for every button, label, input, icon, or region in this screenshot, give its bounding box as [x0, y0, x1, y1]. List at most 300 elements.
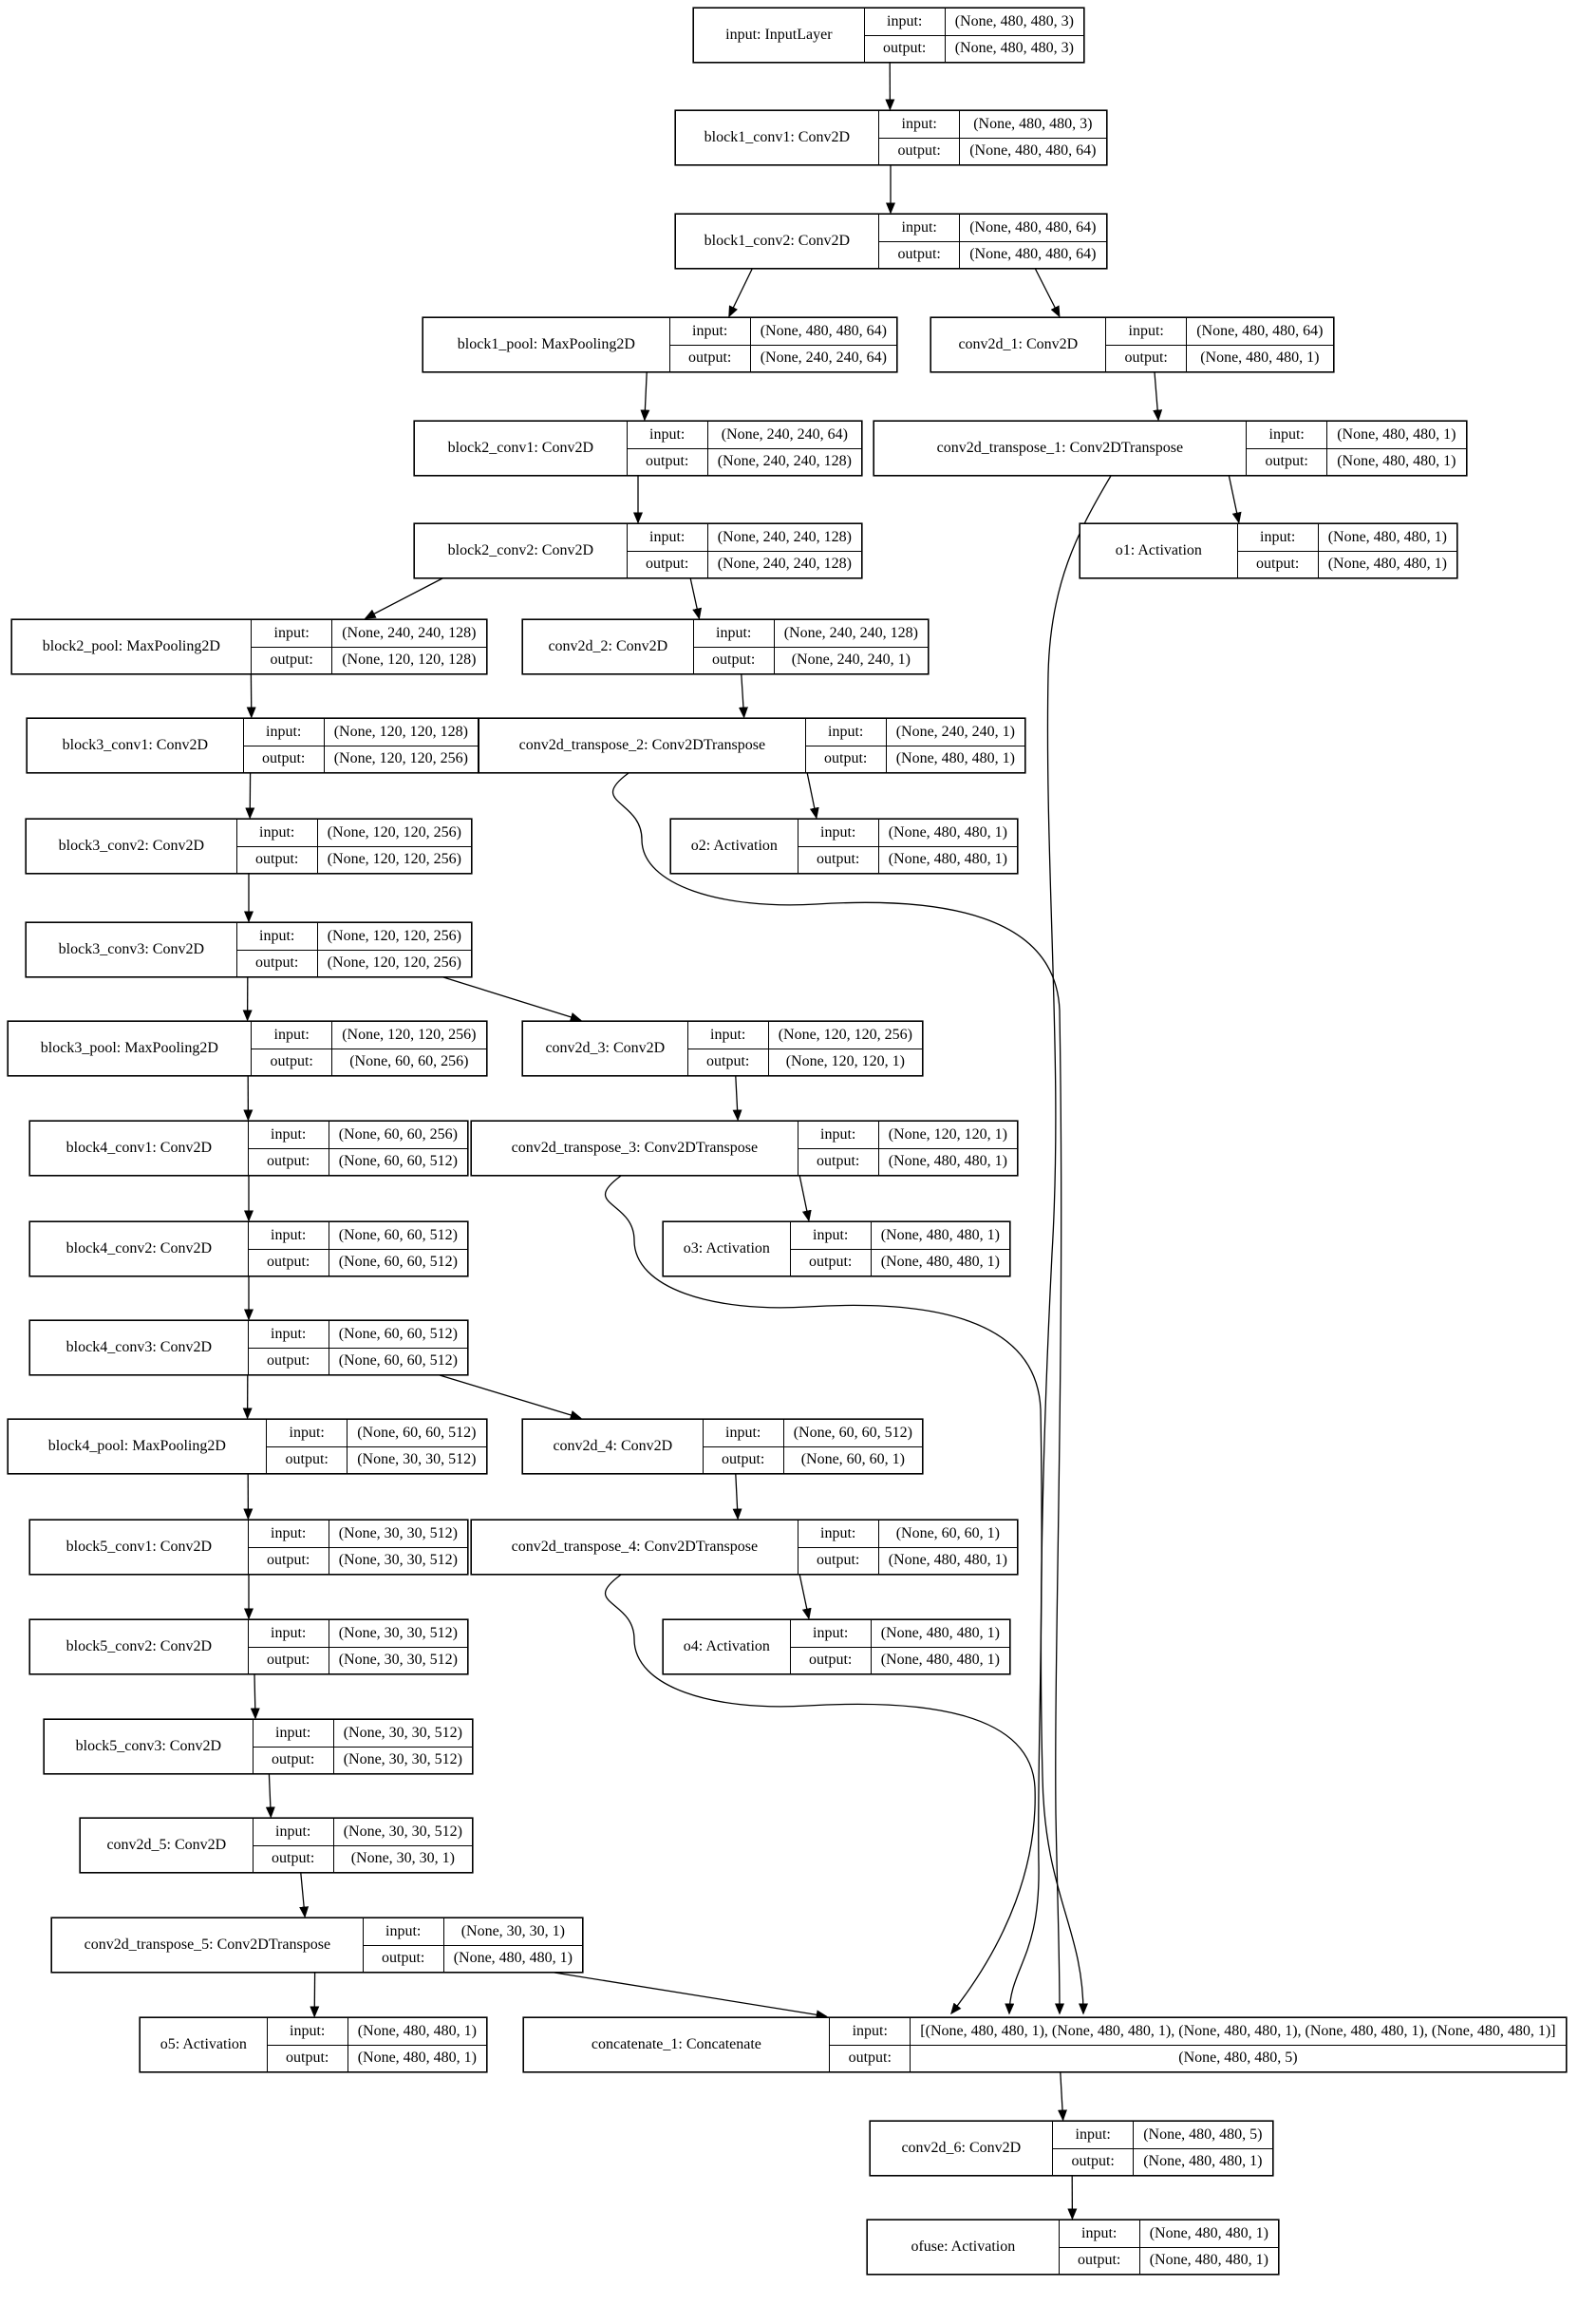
edge-conv2d_transpose_3-concatenate_1: [606, 1176, 1043, 2013]
output-shape: (None, 60, 60, 512): [338, 1352, 458, 1370]
output-key: output:: [688, 1049, 769, 1076]
layer-name-label: block3_pool: MaxPooling2D: [9, 1022, 253, 1075]
output-shape: (None, 480, 480, 1): [1149, 2252, 1268, 2269]
output-row: [704, 1446, 922, 1474]
output-key: output:: [670, 346, 751, 372]
input-shape: (None, 60, 60, 512): [793, 1424, 912, 1441]
input-row: [267, 1420, 485, 1446]
layer-shape-table: [670, 318, 896, 371]
input-shape: (None, 240, 240, 64): [721, 425, 848, 443]
layer-name-label: ofuse: Activation: [868, 2220, 1060, 2274]
node-o3: [663, 1221, 1010, 1276]
input-key: input:: [252, 1022, 332, 1049]
output-shape: (None, 240, 240, 1): [791, 652, 911, 669]
node-conv2d_2: [522, 619, 929, 674]
output-key: output:: [628, 552, 708, 578]
layer-shape-table: [791, 1222, 1009, 1275]
output-key: output:: [1247, 449, 1327, 476]
edge-conv2d_transpose_2-o2: [807, 773, 817, 818]
input-row: [879, 111, 1105, 138]
layer-name-label: o3: Activation: [664, 1222, 791, 1275]
input-key: input:: [865, 9, 946, 35]
input-shape: (None, 30, 30, 512): [338, 1524, 458, 1541]
output-row: [252, 647, 485, 674]
output-key: output:: [1060, 2248, 1140, 2275]
output-shape: (None, 480, 480, 5): [1178, 2050, 1298, 2067]
output-shape: (None, 30, 30, 512): [357, 1451, 477, 1468]
input-shape: (None, 480, 480, 1): [1149, 2224, 1268, 2241]
output-row: [1053, 2148, 1271, 2176]
output-shape: (None, 120, 120, 256): [327, 954, 461, 972]
layer-name-label: o4: Activation: [664, 1620, 791, 1673]
layer-shape-table: [254, 1720, 472, 1773]
layer-shape-table: [628, 422, 861, 475]
output-shape: (None, 120, 120, 256): [327, 851, 461, 868]
input-row: [628, 422, 861, 448]
input-key: input:: [268, 2018, 348, 2045]
output-key: output:: [798, 1149, 879, 1176]
input-shape: (None, 60, 60, 512): [338, 1325, 458, 1342]
layer-name-label: block1_conv2: Conv2D: [676, 215, 880, 268]
layer-shape-table: [1247, 422, 1465, 475]
output-row: [252, 1049, 485, 1076]
output-key: output:: [798, 1548, 879, 1575]
output-row: [1106, 345, 1332, 372]
output-row: [798, 1547, 1017, 1575]
edge-conv2d_5-conv2d_transpose_5: [301, 1873, 305, 1917]
layer-shape-table: [830, 2018, 1565, 2071]
input-row: [1238, 524, 1456, 551]
input-key: input:: [798, 1521, 879, 1547]
output-shape: (None, 120, 120, 256): [333, 750, 468, 767]
node-concatenate_1: [523, 2017, 1567, 2072]
layer-name-label: block1_conv1: Conv2D: [676, 111, 880, 164]
input-shape: (None, 240, 240, 128): [783, 624, 918, 641]
edge-block1_pool-block2_conv1: [645, 372, 647, 420]
layer-shape-table: [879, 111, 1105, 164]
input-key: input:: [249, 1222, 329, 1249]
layer-name-label: block3_conv1: Conv2D: [28, 719, 244, 772]
output-key: output:: [364, 1946, 444, 1973]
output-key: output:: [798, 847, 879, 874]
output-shape: (None, 480, 480, 1): [895, 750, 1015, 767]
output-shape: (None, 480, 480, 1): [880, 1254, 1000, 1271]
output-shape: (None, 480, 480, 3): [954, 40, 1074, 57]
input-key: input:: [879, 215, 960, 241]
output-row: [791, 1647, 1009, 1674]
output-row: [798, 846, 1017, 874]
output-key: output:: [628, 449, 708, 476]
output-key: output:: [267, 1447, 348, 1474]
input-shape: (None, 480, 480, 1): [357, 2022, 477, 2039]
input-row: [704, 1420, 922, 1446]
input-shape: (None, 480, 480, 5): [1143, 2126, 1263, 2143]
output-shape: (None, 60, 60, 512): [338, 1254, 458, 1271]
output-key: output:: [237, 847, 318, 874]
layer-name-label: conv2d_1: Conv2D: [931, 318, 1107, 371]
output-key: output:: [252, 1049, 332, 1076]
edge-block5_conv3-conv2d_5: [269, 1774, 271, 1817]
output-row: [791, 1249, 1009, 1276]
output-row: [688, 1049, 922, 1076]
output-row: [798, 1148, 1017, 1176]
output-row: [670, 345, 896, 372]
input-key: input:: [267, 1420, 348, 1446]
input-key: input:: [806, 719, 887, 746]
layer-name-label: o5: Activation: [141, 2018, 268, 2071]
layer-name-label: block4_conv1: Conv2D: [30, 1122, 249, 1175]
input-shape: (None, 30, 30, 1): [460, 1922, 565, 1939]
node-block4_conv3: [29, 1320, 468, 1375]
input-key: input:: [628, 524, 708, 551]
layer-name-label: conv2d_5: Conv2D: [81, 1819, 254, 1872]
node-block4_conv2: [29, 1221, 468, 1276]
input-row: [364, 1918, 582, 1945]
layer-name-label: block3_conv2: Conv2D: [27, 820, 237, 873]
input-shape: (None, 240, 240, 128): [717, 528, 852, 545]
input-shape: [(None, 480, 480, 1), (None, 480, 480, 1), (None, 480, 480, 1), (None, 480, 480, 1), (None, 480, 480, 1)]: [920, 2022, 1556, 2039]
input-shape: (None, 480, 480, 1): [888, 823, 1007, 841]
output-shape: (None, 480, 480, 1): [888, 851, 1007, 868]
output-row: [865, 35, 1083, 63]
node-o4: [663, 1619, 1010, 1674]
edge-block3_conv3-conv2d_3: [443, 977, 580, 1020]
output-row: [237, 950, 471, 977]
node-conv2d_1: [930, 317, 1334, 372]
layer-shape-table: [688, 1022, 922, 1075]
output-key: output:: [694, 648, 775, 674]
input-row: [237, 923, 471, 950]
layer-shape-table: [244, 719, 478, 772]
layer-shape-table: [1053, 2122, 1271, 2175]
node-conv2d_transpose_2: [479, 718, 1025, 773]
edge-conv2d_3-conv2d_transpose_3: [736, 1076, 738, 1120]
output-shape: (None, 120, 120, 128): [342, 652, 477, 669]
output-row: [1247, 448, 1465, 476]
output-row: [249, 1148, 467, 1176]
output-shape: (None, 480, 480, 1): [1327, 556, 1447, 573]
layer-name-label: block5_conv3: Conv2D: [45, 1720, 254, 1773]
layer-shape-table: [364, 1918, 582, 1972]
input-shape: (None, 480, 480, 64): [1196, 322, 1324, 339]
input-shape: (None, 480, 480, 1): [880, 1624, 1000, 1641]
input-key: input:: [237, 820, 318, 846]
input-shape: (None, 60, 60, 512): [338, 1226, 458, 1243]
edge-conv2d_transpose_5-concatenate_1: [554, 1973, 826, 2016]
layer-shape-table: [694, 620, 928, 673]
output-row: [249, 1647, 467, 1674]
output-key: output:: [865, 36, 946, 63]
input-row: [798, 1122, 1017, 1148]
input-shape: (None, 30, 30, 512): [343, 1724, 462, 1741]
input-row: [244, 719, 478, 746]
output-shape: (None, 30, 30, 512): [338, 1552, 458, 1569]
input-key: input:: [798, 1122, 879, 1148]
input-row: [249, 1521, 467, 1547]
output-row: [806, 746, 1024, 773]
edge-block2_conv2-block2_pool: [366, 578, 442, 618]
node-block1_conv1: [675, 110, 1107, 165]
layer-name-label: conv2d_transpose_2: Conv2DTranspose: [479, 719, 806, 772]
input-row: [252, 620, 485, 647]
layer-name-label: block5_conv2: Conv2D: [30, 1620, 249, 1673]
node-o5: [140, 2017, 487, 2072]
output-row: [1060, 2247, 1278, 2275]
node-block5_conv2: [29, 1619, 468, 1674]
output-shape: (None, 60, 60, 256): [349, 1053, 469, 1070]
layer-name-label: block4_conv3: Conv2D: [30, 1321, 249, 1374]
input-row: [249, 1620, 467, 1647]
output-key: output:: [249, 1250, 329, 1276]
output-shape: (None, 30, 30, 512): [343, 1751, 462, 1768]
output-key: output:: [1053, 2149, 1134, 2176]
node-conv2d_5: [80, 1818, 473, 1873]
node-block4_conv1: [29, 1121, 468, 1176]
input-shape: (None, 480, 480, 3): [954, 12, 1074, 29]
layer-shape-table: [249, 1222, 467, 1275]
input-key: input:: [791, 1620, 872, 1647]
input-shape: (None, 480, 480, 1): [1327, 528, 1447, 545]
output-key: output:: [830, 2046, 911, 2072]
output-shape: (None, 240, 240, 128): [717, 556, 852, 573]
output-shape: (None, 60, 60, 512): [338, 1153, 458, 1170]
node-ofuse: [867, 2220, 1279, 2275]
layer-shape-table: [798, 820, 1017, 873]
input-key: input:: [694, 620, 775, 647]
edge-conv2d_transpose_2-concatenate_1: [613, 773, 1061, 2013]
output-shape: (None, 240, 240, 128): [717, 453, 852, 470]
node-block3_pool: [8, 1021, 487, 1076]
output-shape: (None, 480, 480, 64): [969, 246, 1097, 263]
output-key: output:: [249, 1648, 329, 1674]
input-key: input:: [670, 318, 751, 345]
layer-shape-table: [237, 820, 471, 873]
layer-shape-table: [249, 1321, 467, 1374]
layer-name-label: block2_conv2: Conv2D: [415, 524, 628, 577]
output-row: [879, 241, 1105, 269]
edge-conv2d_transpose_3-o3: [799, 1176, 809, 1220]
node-block4_pool: [8, 1419, 487, 1474]
layer-shape-table: [806, 719, 1024, 772]
input-shape: (None, 30, 30, 512): [343, 1823, 462, 1840]
output-row: [1238, 551, 1456, 578]
input-row: [670, 318, 896, 345]
edge-conv2d_2-conv2d_transpose_2: [742, 674, 744, 717]
input-key: input:: [364, 1918, 444, 1945]
input-row: [694, 620, 928, 647]
input-shape: (None, 120, 120, 256): [327, 823, 461, 841]
input-shape: (None, 120, 120, 1): [888, 1125, 1007, 1143]
output-shape: (None, 30, 30, 512): [338, 1652, 458, 1669]
input-key: input:: [254, 1720, 334, 1747]
layer-shape-table: [1238, 524, 1456, 577]
input-shape: (None, 60, 60, 1): [895, 1524, 1000, 1541]
edge-block1_conv2-block1_pool: [729, 269, 752, 316]
input-shape: (None, 240, 240, 128): [342, 624, 477, 641]
layer-name-label: input: InputLayer: [694, 9, 865, 62]
output-row: [628, 551, 861, 578]
input-shape: (None, 120, 120, 128): [333, 723, 468, 740]
node-block2_conv2: [414, 523, 862, 578]
input-shape: (None, 120, 120, 256): [342, 1026, 477, 1043]
input-key: input:: [254, 1819, 334, 1845]
output-key: output:: [879, 242, 960, 269]
output-row: [879, 138, 1105, 165]
node-o1: [1080, 523, 1457, 578]
input-key: input:: [879, 111, 960, 138]
input-key: input:: [249, 1122, 329, 1148]
input-key: input:: [830, 2018, 911, 2045]
output-shape: (None, 480, 480, 64): [969, 142, 1097, 160]
input-key: input:: [798, 820, 879, 846]
output-key: output:: [249, 1548, 329, 1575]
layer-name-label: conv2d_transpose_4: Conv2DTranspose: [472, 1521, 798, 1574]
layer-name-label: block4_conv2: Conv2D: [30, 1222, 249, 1275]
node-conv2d_transpose_1: [874, 421, 1467, 476]
output-row: [254, 1747, 472, 1774]
output-key: output:: [249, 1149, 329, 1176]
output-shape: (None, 480, 480, 1): [880, 1652, 1000, 1669]
input-key: input:: [1060, 2220, 1140, 2247]
input-shape: (None, 480, 480, 3): [973, 115, 1093, 132]
output-row: [249, 1547, 467, 1575]
layer-shape-table: [791, 1620, 1009, 1673]
input-row: [791, 1222, 1009, 1249]
layer-shape-table: [249, 1122, 467, 1175]
output-shape: (None, 480, 480, 1): [888, 1552, 1007, 1569]
output-key: output:: [879, 139, 960, 165]
layer-shape-table: [1106, 318, 1332, 371]
layer-shape-table: [628, 524, 861, 577]
input-key: input:: [1106, 318, 1187, 345]
input-shape: (None, 60, 60, 256): [338, 1125, 458, 1143]
layer-name-label: block4_pool: MaxPooling2D: [9, 1420, 268, 1473]
output-key: output:: [254, 1748, 334, 1774]
input-key: input:: [249, 1321, 329, 1348]
input-key: input:: [1053, 2122, 1134, 2148]
output-key: output:: [791, 1250, 872, 1276]
node-o2: [670, 819, 1018, 874]
output-key: output:: [1106, 346, 1187, 372]
input-shape: (None, 480, 480, 64): [760, 322, 887, 339]
layer-shape-table: [254, 1819, 472, 1872]
layer-shape-table: [798, 1521, 1017, 1574]
layer-shape-table: [865, 9, 1083, 62]
node-conv2d_transpose_5: [51, 1918, 583, 1973]
output-row: [237, 846, 471, 874]
output-key: output:: [244, 746, 325, 773]
node-conv2d_4: [522, 1419, 923, 1474]
input-row: [1060, 2220, 1278, 2247]
edge-block5_conv2-block5_conv3: [254, 1674, 255, 1718]
node-block3_conv2: [26, 819, 472, 874]
layer-shape-table: [237, 923, 471, 976]
edge-conv2d_transpose_1-o1: [1229, 476, 1238, 522]
layer-shape-table: [268, 2018, 486, 2071]
node-block2_pool: [11, 619, 487, 674]
layer-shape-table: [798, 1122, 1017, 1175]
node-conv2d_transpose_4: [471, 1520, 1018, 1575]
layer-shape-table: [252, 1022, 485, 1075]
layer-name-label: o2: Activation: [671, 820, 798, 873]
output-key: output:: [268, 2046, 348, 2072]
input-row: [628, 524, 861, 551]
input-row: [268, 2018, 486, 2045]
output-key: output:: [1238, 552, 1319, 578]
edge-conv2d_transpose_4-o4: [799, 1575, 809, 1618]
layer-shape-table: [252, 620, 485, 673]
input-row: [806, 719, 1024, 746]
node-block1_pool: [423, 317, 897, 372]
output-shape: (None, 480, 480, 1): [1200, 350, 1320, 367]
layer-name-label: concatenate_1: Concatenate: [524, 2018, 831, 2071]
output-shape: (None, 480, 480, 1): [1143, 2153, 1263, 2170]
input-shape: (None, 30, 30, 512): [338, 1624, 458, 1641]
input-shape: (None, 480, 480, 1): [1337, 425, 1456, 443]
input-key: input:: [237, 923, 318, 950]
input-row: [1247, 422, 1465, 448]
input-key: input:: [1247, 422, 1327, 448]
edge-block1_conv2-conv2d_1: [1035, 269, 1059, 316]
output-row: [267, 1446, 485, 1474]
node-block5_conv1: [29, 1520, 468, 1575]
output-shape: (None, 30, 30, 1): [350, 1850, 455, 1867]
node-conv2d_6: [870, 2121, 1273, 2176]
layer-name-label: block2_conv1: Conv2D: [415, 422, 628, 475]
layer-name-label: conv2d_2: Conv2D: [523, 620, 694, 673]
layer-name-label: o1: Activation: [1080, 524, 1238, 577]
layer-name-label: block5_conv1: Conv2D: [30, 1521, 249, 1574]
layer-name-label: conv2d_transpose_3: Conv2DTranspose: [472, 1122, 798, 1175]
output-row: [364, 1945, 582, 1973]
input-key: input:: [688, 1022, 769, 1049]
input-shape: (None, 480, 480, 1): [880, 1226, 1000, 1243]
edge-conv2d_4-conv2d_transpose_4: [736, 1474, 738, 1519]
output-row: [628, 448, 861, 476]
layer-name-label: block2_pool: MaxPooling2D: [12, 620, 253, 673]
layer-name-label: block1_pool: MaxPooling2D: [423, 318, 670, 371]
node-conv2d_3: [522, 1021, 923, 1076]
output-key: output:: [806, 746, 887, 773]
input-row: [830, 2018, 1565, 2045]
output-shape: (None, 60, 60, 1): [800, 1451, 905, 1468]
input-row: [798, 820, 1017, 846]
input-shape: (None, 120, 120, 256): [327, 927, 461, 944]
edge-block4_conv3-conv2d_4: [440, 1375, 580, 1418]
output-key: output:: [791, 1648, 872, 1674]
input-shape: (None, 120, 120, 256): [778, 1026, 912, 1043]
output-shape: (None, 240, 240, 64): [760, 350, 887, 367]
edge-conv2d_transpose_1-concatenate_1: [1041, 476, 1111, 2013]
output-shape: (None, 120, 120, 1): [785, 1053, 905, 1070]
input-row: [252, 1022, 485, 1049]
input-row: [1053, 2122, 1271, 2148]
edge-block2_conv2-conv2d_2: [690, 578, 699, 618]
input-row: [249, 1222, 467, 1249]
node-block5_conv3: [44, 1719, 473, 1774]
input-row: [254, 1720, 472, 1747]
input-row: [879, 215, 1105, 241]
layer-shape-table: [704, 1420, 922, 1473]
input-key: input:: [1238, 524, 1319, 551]
input-row: [254, 1819, 472, 1845]
input-key: input:: [249, 1620, 329, 1647]
output-key: output:: [252, 648, 332, 674]
output-key: output:: [254, 1846, 334, 1873]
node-input: [693, 8, 1084, 63]
layer-shape-table: [879, 215, 1105, 268]
node-block3_conv1: [27, 718, 479, 773]
